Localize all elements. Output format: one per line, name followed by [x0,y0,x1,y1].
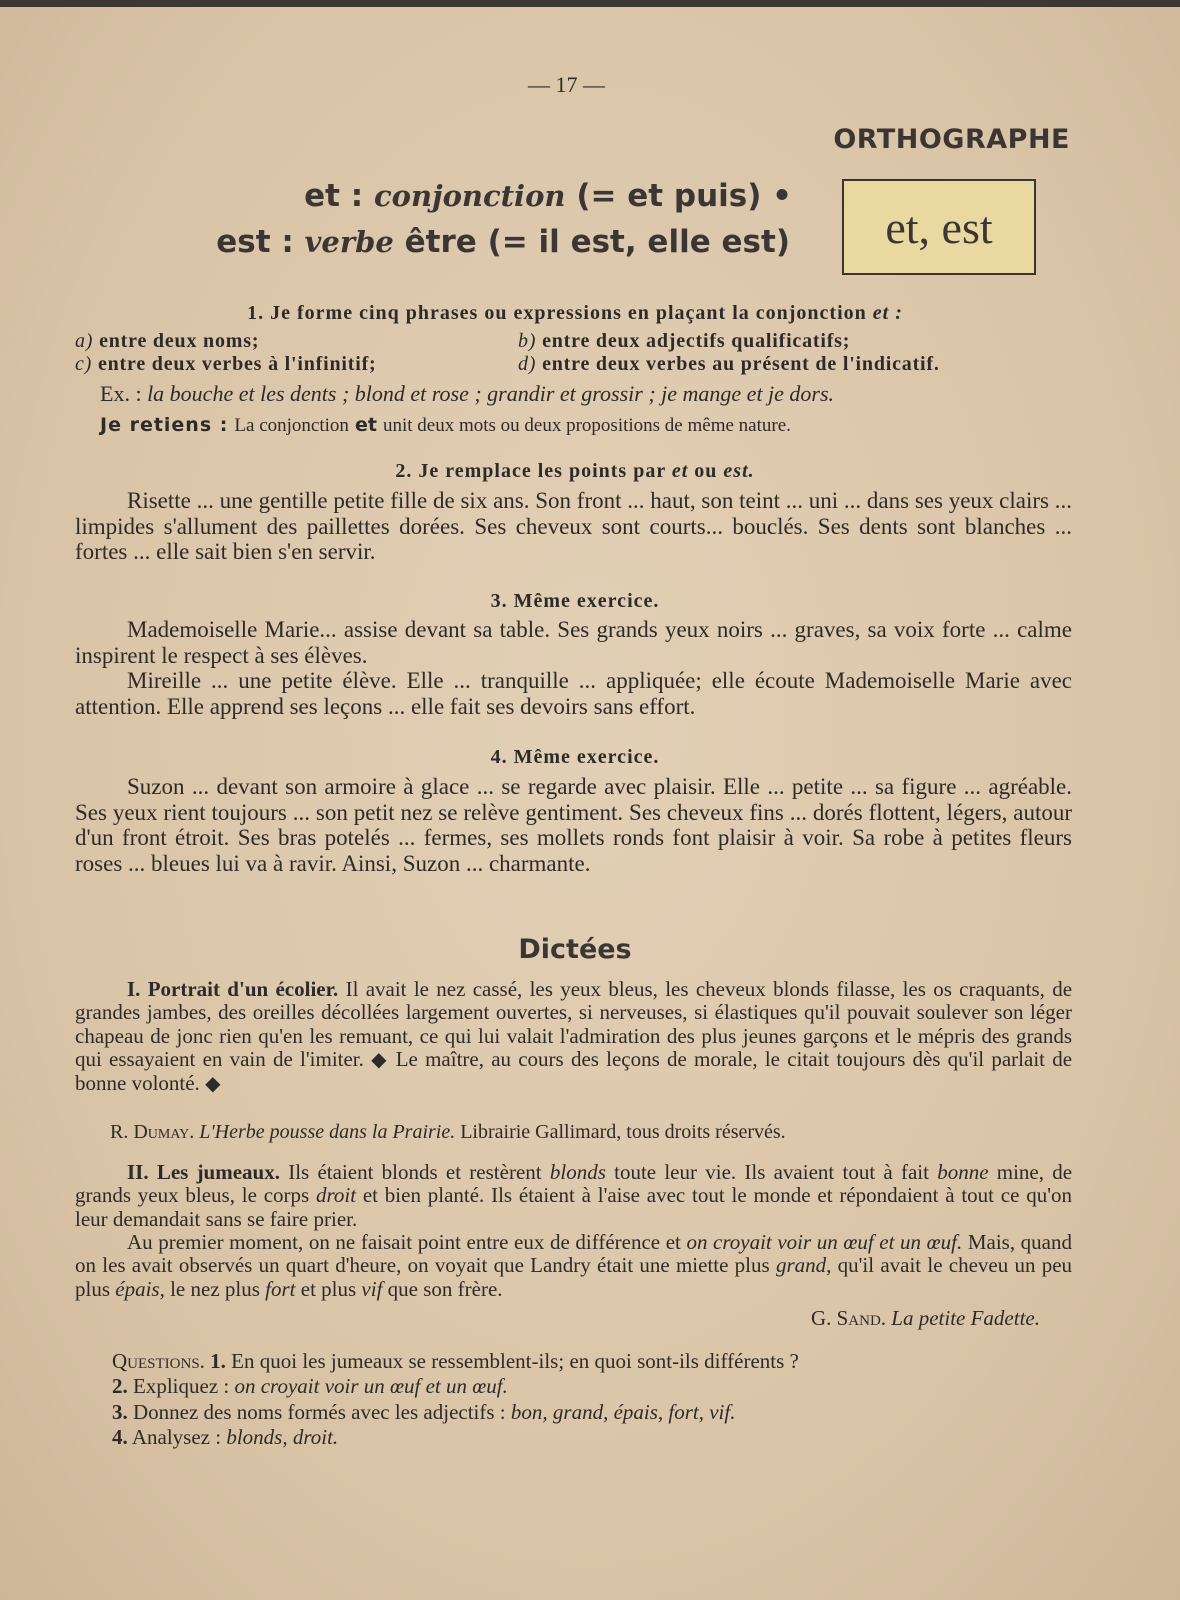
rule-et-kind: conjonction [374,179,566,213]
dictee-2-vif: vif [361,1276,383,1301]
top-edge [0,0,1180,7]
question-2-num: 2. [112,1374,128,1398]
dictee-2-grand: grand, [775,1253,832,1278]
ex3-paragraph-2: Mireille ... une petite élève. Elle ... tranquille ... appliquée; elle écoute Mademoiselle Marie avec attention. Elle apprend ses leçons ... elle fait ses devoirs sans effort. [75,668,1072,719]
ex1-row-ab [75,329,1075,354]
ex1-d-label: d) [518,353,537,375]
dictee-1-work: L'Herbe pousse dans la Prairie. [199,1121,456,1143]
question-3-text: Donnez des noms formés avec les adjectifs : [133,1400,506,1424]
dictee-2-p2-f: que son frère. [387,1276,503,1301]
ex1-row-cd [75,352,1075,377]
dictees-title: Dictées [518,934,632,965]
dictee-2-p2-e: et plus [300,1276,357,1301]
ex1-b: entre deux adjectifs qualificatifs; [542,330,851,352]
rule-est-word: est : [216,224,294,260]
ex4-text: Suzon ... devant son armoire à glace ... se regarde avec plaisir. Elle ... petite ... sa figure ... agréable. Ses yeux rient toujours ... son petit nez se relève gentiment. Ses cheveux fins ... dorés flottent, légers, autour d'un front étroit. Ses bras potelés ... fermes, ses mollets ronds font plaisir à voir. Sa robe à petites fleurs roses ... bleues lui va à ravir. Ainsi, Suzon ... charmante. [75,774,1072,876]
dictee-2-s1: Ils étaient blonds et restèrent [288,1160,542,1184]
dictee-1-text: Il avait le nez cassé, les yeux bleus, les cheveux blonds filasse, les os craquants, de grandes jambes, des oreilles décollées largement ouvertes, si nerveuses, si élastiques qu'il pouvait soulever son léger chapeau de jonc rien qu'en les remuant, ce qui lui valait l'admiration des plus jeunes garçons et le mépris des grands qui essayaient en vain de l'imiter. [75,977,1073,1071]
question-3-italic: bon, grand, épais, fort, vif. [510,1400,736,1424]
question-2-text: Expliquez : [133,1374,230,1398]
question-1-num: 1. [210,1349,226,1373]
dictee-1-source [110,1120,1110,1145]
page-number: — 17 — [528,72,605,97]
ex1-title [75,302,1075,325]
ex1-retiens-2: unit deux mots ou deux propositions de même nature. [382,415,791,436]
ex2-est: est. [723,460,755,482]
dictee-2-s4: et bien planté. Ils étaient à l'aise avec tout le monde et répondaient à tout ce qu'on leur demandait sans se faire prier. [75,1183,1073,1231]
dictee-2-fort: fort [265,1276,296,1301]
question-2 [112,1374,1112,1399]
rule-est-kind: verbe [304,225,394,259]
dictee-2-p2-d: le nez plus [170,1276,260,1301]
dictee-2-source [811,1306,1040,1331]
rule-est-hint: être (= il est, elle est) [404,224,790,260]
question-2-italic: on croyait voir un œuf et un œuf. [234,1374,508,1398]
dictee-1-publisher: Librairie Gallimard, tous droits réservés. [460,1121,786,1143]
ex1-retiens [100,413,1100,438]
ex1-d-wrap [518,352,940,377]
dictee-2-title: II. Les jumeaux. [127,1160,280,1184]
dictee-2-p2-b: Mais, quand on les avait observés un quart d'heure, on voyait que Landry était une miette plus [75,1230,1072,1278]
dictee-2-p2-it: on croyait voir un œuf et un œuf. [686,1230,963,1254]
dictee-2-p2 [75,1231,1072,1301]
ex1-d: entre deux verbes au présent de l'indicatif. [542,353,940,375]
ex1-c-label: c) [75,353,93,375]
dictee-2-epais: épais, [115,1276,165,1301]
section-title: ORTHOGRAPHE [833,124,1070,155]
ex3-title: 3. Même exercice. [490,590,660,612]
ex1-title-text: 1. Je forme cinq phrases ou expressions en plaçant la conjonction [247,302,867,324]
dictee-2-s3-it: droit [315,1183,357,1208]
dictee-2-work: La petite Fadette. [891,1306,1040,1330]
question-3 [112,1400,1112,1425]
question-3-num: 3. [112,1400,128,1424]
ex1-b-wrap [518,329,850,354]
ex2-ou: ou [694,460,718,482]
ex1-example-label: Ex. : [100,381,142,406]
rule-et [304,178,792,214]
ex2-title-text: 2. Je remplace les points par [395,460,666,482]
ex1-retiens-word: et [354,414,377,436]
ex4-title: 4. Même exercice. [490,746,660,768]
rule-est [216,224,790,260]
dictee-1-text2: Le maître, au cours des leçons de morale, le citait toujours dès qu'il parlait de bonne volonté. [75,1046,1073,1096]
ex1-retiens-label: Je retiens : [100,414,229,436]
dictee-1-title: I. Portrait d'un écolier. [127,977,339,1001]
rule-et-word: et : [304,178,364,214]
dictee-2-p2-a: Au premier moment, on ne faisait point entre eux de différence et [127,1230,681,1254]
ex2-et: et [671,460,689,482]
dictee-2-s2-it: bonne [937,1160,989,1184]
ex2-title [75,460,1075,483]
question-1-text: En quoi les jumeaux se ressemblent-ils; en quoi sont-ils différents ? [231,1349,799,1373]
ex1-b-label: b) [518,330,537,352]
ex1-example [100,381,1100,406]
question-4-num: 4. [112,1425,128,1449]
dictee-2-author: G. Sand. [810,1306,887,1330]
dictee-2-p1 [75,1161,1072,1231]
diamond-icon: ◆ [371,1048,389,1071]
dictee-2-s2: toute leur vie. Ils avaient tout à fait [614,1160,929,1184]
ex1-example-text: la bouche et les dents ; blond et rose ; grandir et grossir ; je mange et je dors. [147,381,835,406]
ex1-title-italic: et : [872,302,903,324]
rule-et-hint: (= et puis) • [576,178,792,214]
ex3-paragraph-1: Mademoiselle Marie... assise devant sa table. Ses grands yeux noirs ... graves, sa voix forte ... calme inspirent le respect à ses élèves. [75,617,1072,668]
lesson-box: et, est [842,179,1036,275]
ex1-a: entre deux noms; [99,330,260,352]
dictee-1-author: R. Dumay. [110,1121,195,1143]
question-4-text: Analysez : [131,1425,222,1449]
question-4 [112,1425,1112,1450]
ex1-retiens-1: La conjonction [234,415,349,436]
dictee-1 [75,978,1072,1096]
question-4-italic: blonds, droit. [226,1425,339,1449]
questions-label: Questions. [112,1349,205,1373]
question-1 [112,1349,1112,1374]
ex1-a-label: a) [75,330,94,352]
ex2-text: Risette ... une gentille petite fille de six ans. Son front ... haut, son teint ... uni ... dans ses yeux clairs ... limpides s'allument des paillettes dorées. Ses cheveux sont courts... bouclés. Ses dents sont blanches ... fortes ... elle sait bien s'en servir. [75,488,1072,564]
dictee-2-s3: mine, de grands yeux bleus, le corps [75,1160,1073,1208]
dictee-2-s1-it: blonds [549,1160,606,1184]
diamond-icon-end: ◆ [205,1073,221,1096]
dictee-2-p2-c: qu'il avait le cheveu un peu plus [75,1253,1073,1301]
ex1-c: entre deux verbes à l'infinitif; [97,353,377,375]
